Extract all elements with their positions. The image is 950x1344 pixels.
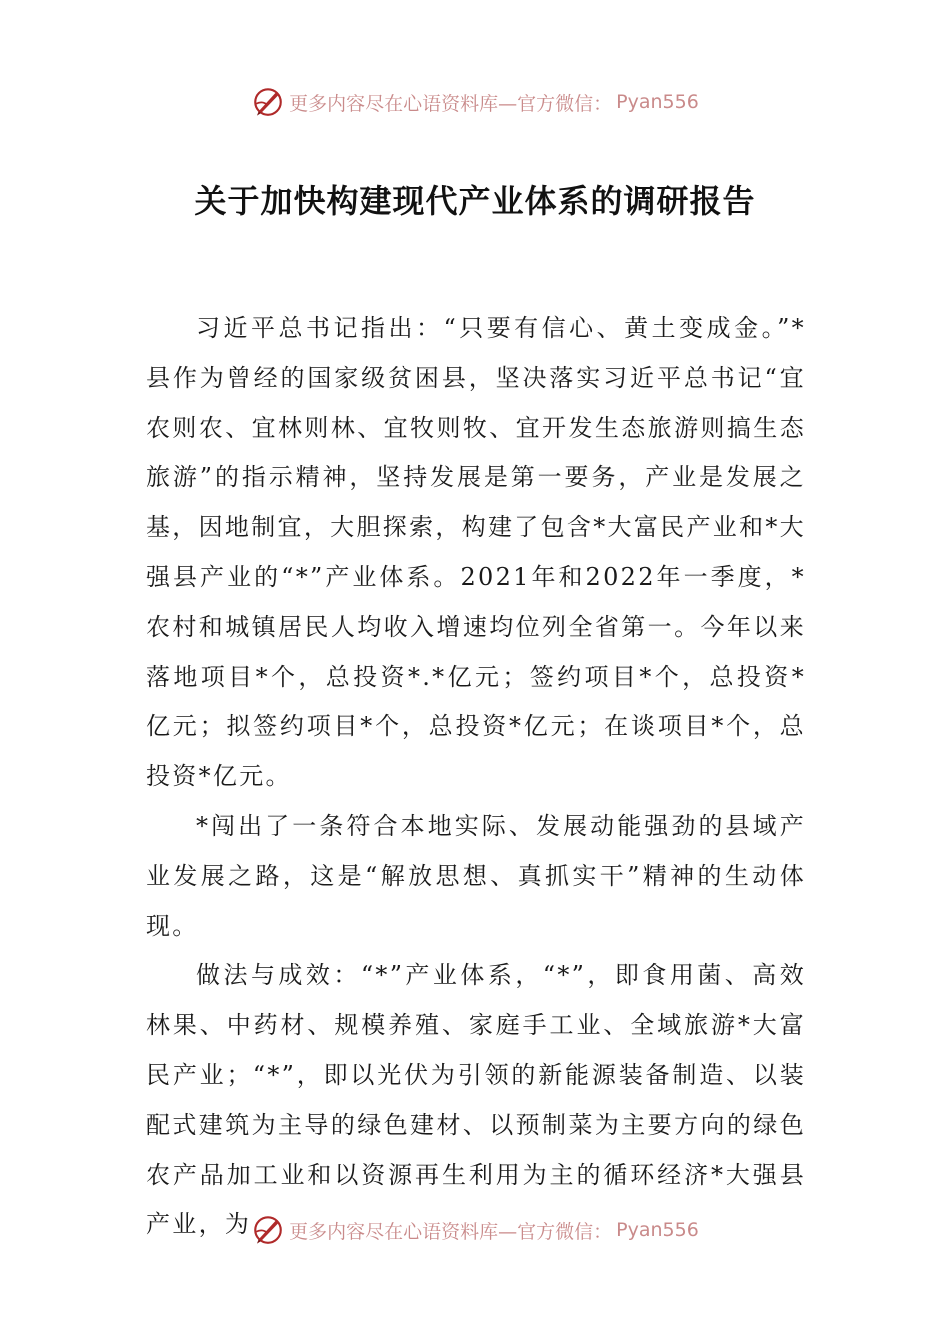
header-watermark-banner — [0, 82, 950, 122]
banner-text: 更多内容尽在心语资料库—官方微信： — [289, 92, 613, 115]
wechat-id: Pyan556 — [616, 1219, 699, 1241]
paragraph: 习近平总书记指出：“只要有信心、黄土变成金。”*县作为曾经的国家级贫困县，坚决落实习近平总书记“宜农则农、宜林则林、宜牧则牧、宜开发生态旅游则搞生态旅游”的指示精神，坚持发展是第一要务，产业是发展之基，因地制宜，大胆探索，构建了包含*大富民产业和*大强县产业的“*”产业体系。2021年和2022年一季度，*农村和城镇居民人均收入增速均位列全省第一。今年以来落地项目*个，总投资*.*亿元；签约项目*个，总投资*亿元；拟签约项目*个，总投资*亿元；在谈项目*个，总投资*亿元。 — [146, 314, 806, 791]
document-title: 关于加快构建现代产业体系的调研报告 — [194, 182, 756, 220]
document-body — [146, 304, 806, 1250]
pen-logo-icon — [251, 1213, 285, 1247]
footer-watermark-banner — [0, 1210, 950, 1250]
pen-logo-icon — [251, 85, 285, 119]
paragraph: 做法与成效：“*”产业体系，“*”，即食用菌、高效林果、中药材、规模养殖、家庭手工业、全域旅游*大富民产业；“*”，即以光伏为引领的新能源装备制造、以装配式建筑为主导的绿色建材、以预制菜为主要方向的绿色农产品加工业和以资源再生利用为主的循环经济*大强县产业，为 — [146, 961, 806, 1239]
wechat-id: Pyan556 — [616, 91, 699, 113]
banner-text: 更多内容尽在心语资料库—官方微信： — [289, 1220, 613, 1243]
paragraph: *闯出了一条符合本地实际、发展动能强劲的县域产业发展之路，这是“解放思想、真抓实干”精神的生动体现。 — [146, 811, 806, 940]
